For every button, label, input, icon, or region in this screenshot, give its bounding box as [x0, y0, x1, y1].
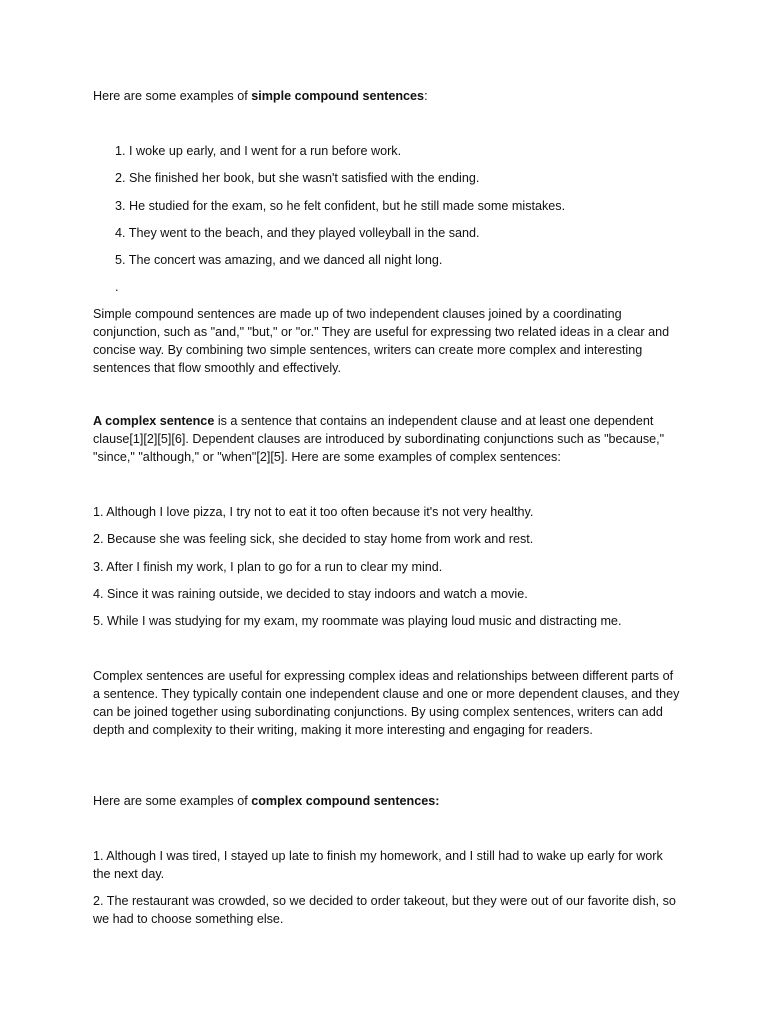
- simple-compound-term: simple compound sentences: [251, 89, 425, 103]
- simple-compound-list: [115, 142, 565, 305]
- complex-sentence-term: A complex sentence: [93, 414, 215, 428]
- list-item: 1. Although I love pizza, I try not to eat it too often because it's not very healthy.: [93, 505, 534, 519]
- list-item: 2. She finished her book, but she wasn't satisfied with the ending.: [115, 171, 480, 186]
- list-item: 1. I woke up early, and I went for a run before work.: [115, 144, 402, 158]
- list-item: 2. Because she was feeling sick, she decided to stay home from work and rest.: [93, 532, 534, 547]
- list-item: 2. The restaurant was crowded, so we decided to order takeout, but they were out of our favorite dish, so we had to choose something else.: [93, 894, 676, 926]
- complex-compound-list: [93, 847, 683, 937]
- list-item: 4. Since it was raining outside, we decided to stay indoors and watch a movie.: [93, 586, 528, 601]
- simple-compound-explanation: Simple compound sentences are made up of two independent clauses joined by a coordinating conjunction, such as "and," "but," or "or." They are useful for expressing two related ideas in a clear and concise way. By combining two simple sentences, writers can create more complex and interesting sentences that flow smoothly and effectively.: [93, 307, 670, 375]
- list-item: 3. After I finish my work, I plan to go for a run to clear my mind.: [93, 559, 443, 574]
- list-item: 1. Although I was tired, I stayed up late to finish my homework, and I still had to wake up early for work the next day.: [93, 849, 663, 881]
- stray-period: .: [115, 280, 119, 295]
- list-item: 5. While I was studying for my exam, my roommate was playing loud music and distracting me.: [93, 614, 622, 629]
- list-item: 5. The concert was amazing, and we danced all night long.: [115, 253, 443, 268]
- simple-compound-intro: Here are some examples of simple compound sentences:: [93, 89, 428, 103]
- list-item: 4. They went to the beach, and they played volleyball in the sand.: [115, 225, 480, 240]
- complex-compound-intro: Here are some examples of complex compound sentences:: [93, 794, 440, 808]
- complex-compound-term: complex compound sentences:: [251, 794, 440, 808]
- complex-sentence-explanation: Complex sentences are useful for expressing complex ideas and relationships between different parts of a sentence. They typically contain one independent clause and one or more dependent clauses, and they can be joined together using subordinating conjunctions. By using complex sentences, writers can add depth and complexity to their writing, making it more interesting and engaging for readers.: [93, 669, 680, 737]
- complex-sentence-definition: A complex sentence is a sentence that contains an independent clause and at least one dependent clause[1][2][5][6]. Dependent clauses are introduced by subordinating conjunctions such as "because," "since," "although," or "when"[2][5]. Here are some examples of complex sentences:: [93, 414, 665, 464]
- list-item: 3. He studied for the exam, so he felt confident, but he still made some mistakes.: [115, 198, 566, 213]
- complex-sentence-list: [93, 503, 621, 639]
